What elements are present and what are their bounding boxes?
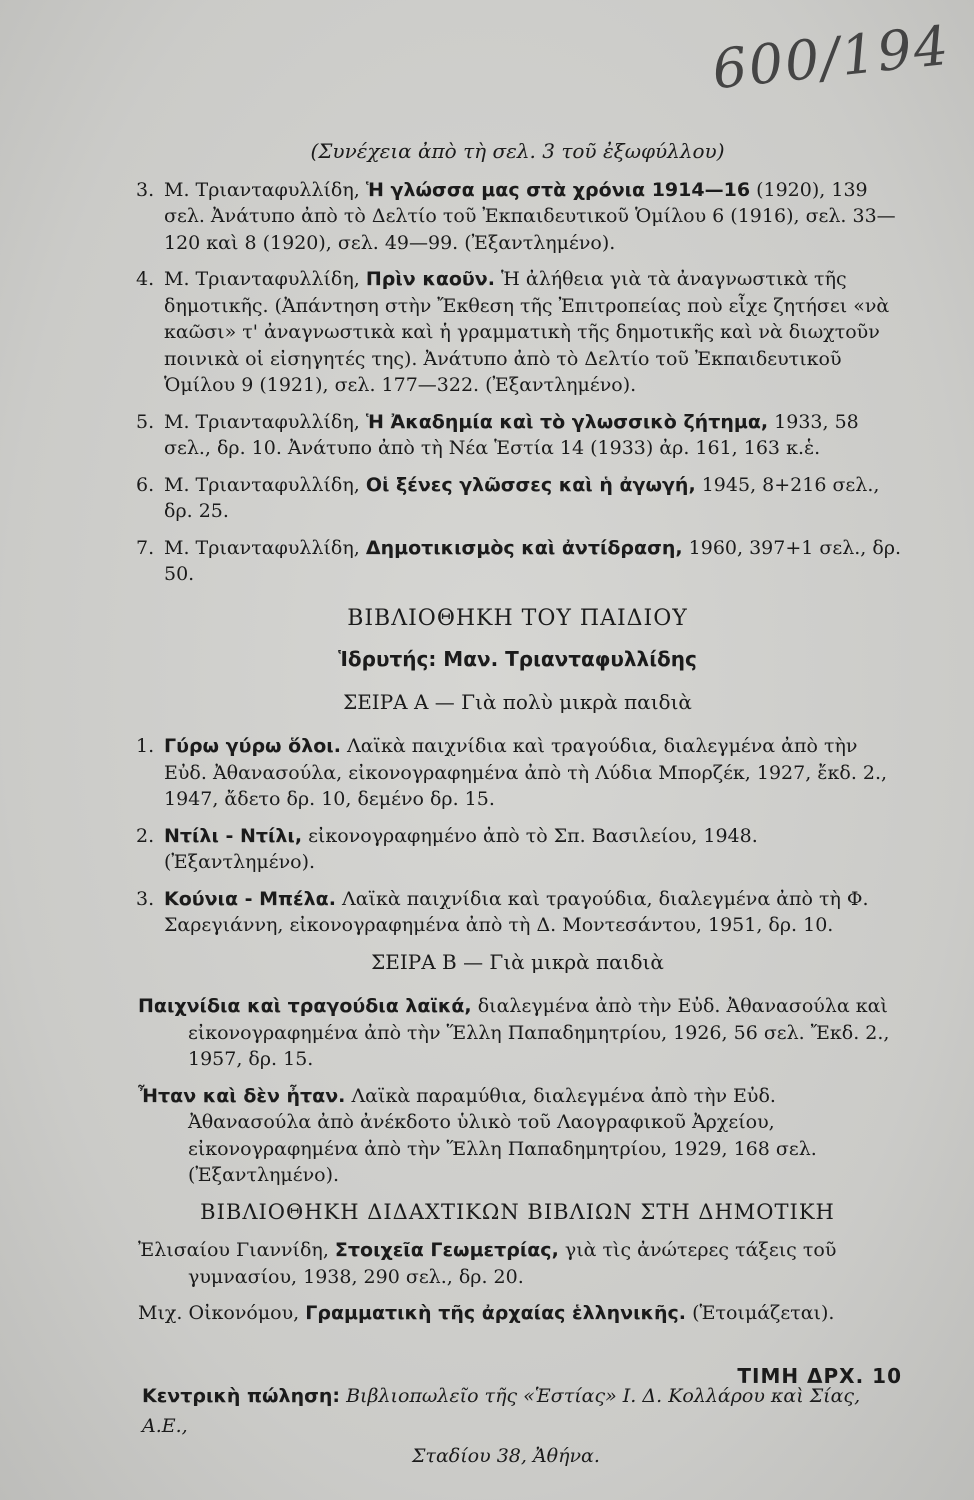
library-title: ΒΙΒΛΙΟΘΗΚΗ ΤΟΥ ΠΑΙΔΙΟΥ [347, 605, 688, 631]
library-founder: Ἱδρυτής: Μαν. Τριανταφυλλίδης [338, 647, 697, 671]
work-title: Ἡ γλώσσα μας στὰ χρόνια 1914—16 [365, 178, 751, 201]
book-title: Στοιχεῖα Γεωμετρίας, [334, 1239, 559, 1261]
list-item: 3. Μ. Τριανταφυλλίδη, Ἡ γλώσσα μας στὰ χρόνια 1914—16 (1920), 139 σελ. Ἀνάτυπο ἀπὸ τὸ Δελτίο τοῦ Ἐκπαιδευτικοῦ Ὁμίλου 6 (1916), σελ. 33—120 καὶ 8 (1920), σελ. 49—99. (Ἐξαντλημένο). [136, 178, 896, 254]
book-details: Λαϊκὰ παραμύθια, διαλεγμένα ἀπὸ τὴν Εὐδ. Ἀθανασούλα ἀπὸ ἀνέκδοτο ὑλικὸ τοῦ Λαογραφικοῦ Ἀρχείου, εἰκονογραφημένα ἀπὸ τὴν Ἕλλη Παπαδημητρίου, 1929, 168 σελ. (Ἐξαντλημένο). [188, 1084, 817, 1186]
work-title: Πρὶν καοῦν. [365, 268, 495, 290]
list-item: 6. Μ. Τριανταφυλλίδη, Οἱ ξένες γλῶσσες καὶ ἡ ἀγωγή, 1945, 8+216 σελ., δρ. 25. [136, 473, 880, 522]
book-title: Γύρω γύρω ὅλοι. [164, 735, 341, 757]
work-details: (1920), 139 σελ. Ἀνάτυπο ἀπὸ τὸ Δελτίο τοῦ Ἐκπαιδευτικοῦ Ὁμίλου 6 (1916), σελ. 33—120 καὶ 8 (1920), σελ. 49—99. (Ἐξαντλημένο). [164, 178, 896, 254]
book-title: Γραμματικὴ τῆς ἀρχαίας ἑλληνικῆς. [305, 1302, 687, 1324]
list-item [130, 1300, 905, 1327]
book-details: γιὰ τὶς ἀνώτερες τάξεις τοῦ γυμνασίου, 1938, 290 σελ., δρ. 20. [188, 1239, 837, 1288]
sales-line-2: Σταδίου 38, Ἀθήνα. [412, 1444, 600, 1467]
price-label: ΤΙΜΗ ΔΡΧ. 10 [737, 1364, 902, 1388]
series-b-title: ΣΕΙΡΑ Β — Γιὰ μικρὰ παιδιὰ [371, 949, 664, 974]
work-title: Ἡ Ἀκαδημία καὶ τὸ γλωσσικὸ ζήτημα, [365, 410, 769, 433]
book-details: εἰκονογραφημένο ἀπὸ τὸ Σπ. Βασιλείου, 1948. (Ἐξαντλημένο). [164, 824, 758, 873]
book-title: Παιχνίδια καὶ τραγούδια λαϊκά, [138, 995, 472, 1017]
book-details: Λαϊκὰ παιχνίδια καὶ τραγούδια, διαλεγμένα ἀπὸ τὴ Φ. Σαρεγιάννη, εἰκονογραφημένα ἀπὸ τὴ Δ. Μοντεσάντου, 1951, δρ. 10. [164, 887, 869, 936]
series-a-title: ΣΕΙΡΑ Α — Γιὰ πολὺ μικρὰ παιδιὰ [343, 689, 692, 714]
work-author: Μ. Τριανταφυλλίδη, [164, 178, 360, 201]
work-details: Ἡ ἀλήθεια γιὰ τὰ ἀναγνωστικὰ τῆς δημοτικῆς. (Ἀπάντηση στὴν Ἔκθεση τῆς Ἐπιτροπείας ποὺ εἶχε ζητήσει «νὰ καῶσι» τ' ἀναγνωστικὰ καὶ ἡ γραμματικὴ τῆς δημοτικῆς καὶ νὰ διωχτοῦν ποινικὰ οἱ εἰσηγητές της). Ἀνάτυπο ἀπὸ τὸ Δελτίο τοῦ Ἐκπαιδευτικοῦ Ὁμίλου 9 (1921), σελ. 177—322. (Ἐξαντλημένο). [164, 268, 890, 396]
work-details: 1945, 8+216 σελ., δρ. 25. [164, 473, 880, 522]
list-item [130, 1237, 905, 1290]
list-item: 5. Μ. Τριανταφυλλίδη, Ἡ Ἀκαδημία καὶ τὸ γλωσσικὸ ζήτημα, 1933, 58 σελ., δρ. 10. Ἀνάτυπο ἀπὸ τὴ Νέα Ἑστία 14 (1933) ἀρ. 161, 163 κ.ἑ. [136, 410, 859, 459]
book-title: Ντίλι - Ντίλι, [164, 824, 303, 847]
book-details: διαλεγμένα ἀπὸ τὴν Εὐδ. Ἀθανασούλα καὶ εἰκονογραφημένα ἀπὸ τὴν Ἕλλη Παπαδημητρίου, 1926, 56 σελ. Ἔκδ. 2., 1957, δρ. 15. [188, 995, 890, 1070]
list-item: 2. Ντίλι - Ντίλι, εἰκονογραφημένο ἀπὸ τὸ Σπ. Βασιλείου, 1948. (Ἐξαντλημένο). [136, 824, 758, 873]
list-item [130, 1083, 905, 1189]
work-title: Οἱ ξένες γλῶσσες καὶ ἡ ἀγωγή, [365, 473, 696, 496]
book-author: Ἐλισαίου Γιαννίδη, [138, 1239, 329, 1261]
work-author: Μ. Τριανταφυλλίδη, [164, 410, 360, 433]
sales-line-1: Βιβλιοπωλεῖο τῆς «Ἑστίας» Ι. Δ. Κολλάρου καὶ Σίας, Α.Ε., [142, 1384, 861, 1437]
book-details: Λαϊκὰ παιχνίδια καὶ τραγούδια, διαλεγμένα ἀπὸ τὴν Εὐδ. Ἀθανασούλα, εἰκονογραφημένα ἀπὸ τὴ Λύδια Μπορζέκ, 1927, ἔκδ. 2., 1947, ἄδετο δρ. 10, δεμένο δρ. 15. [164, 735, 888, 810]
book-title: Κούνια - Μπέλα. [164, 887, 336, 910]
list-item: 1. Γύρω γύρω ὅλοι. Λαϊκὰ παιχνίδια καὶ τραγούδια, διαλεγμένα ἀπὸ τὴν Εὐδ. Ἀθανασούλα, εἰκονογραφημένα ἀπὸ τὴ Λύδια Μπορζέκ, 1927, ἔκδ. 2., 1947, ἄδετο δρ. 10, δεμένο δρ. 15. [136, 735, 888, 810]
list-item: 3. Κούνια - Μπέλα. Λαϊκὰ παιχνίδια καὶ τραγούδια, διαλεγμένα ἀπὸ τὴ Φ. Σαρεγιάννη, εἰκονογραφημένα ἀπὸ τὴ Δ. Μοντεσάντου, 1951, δρ. 10. [136, 887, 869, 936]
work-author: Μ. Τριανταφυλλίδη, [164, 268, 360, 290]
handwritten-annotation: 600/194 [709, 13, 953, 102]
work-author: Μ. Τριανταφυλλίδη, [164, 473, 360, 496]
works-list [130, 177, 905, 588]
list-item: 7. Μ. Τριανταφυλλίδη, Δημοτικισμὸς καὶ ἀντίδραση, 1960, 397+1 σελ., δρ. 50. [136, 536, 902, 585]
work-author: Μ. Τριανταφυλλίδη, [164, 536, 360, 559]
work-details: 1960, 397+1 σελ., δρ. 50. [164, 536, 902, 585]
sales-label: Κεντρικὴ πώληση: [142, 1384, 341, 1407]
book-title: Ἦταν καὶ δὲν ἦταν. [138, 1084, 346, 1107]
work-title: Δημοτικισμὸς καὶ ἀντίδραση, [365, 536, 683, 559]
list-item [130, 993, 905, 1073]
work-details: 1933, 58 σελ., δρ. 10. Ἀνάτυπο ἀπὸ τὴ Νέα Ἑστία 14 (1933) ἀρ. 161, 163 κ.ἑ. [164, 410, 859, 459]
list-item: 4. Μ. Τριανταφυλλίδη, Πρὶν καοῦν. Ἡ ἀλήθεια γιὰ τὰ ἀναγνωστικὰ τῆς δημοτικῆς. (Ἀπάντηση στὴν Ἔκθεση τῆς Ἐπιτροπείας ποὺ εἶχε ζητήσει «νὰ καῶσι» τ' ἀναγνωστικὰ καὶ ἡ γραμματικὴ τῆς δημοτικῆς καὶ νὰ διωχτοῦν ποινικὰ οἱ εἰσηγητές της). Ἀνάτυπο ἀπὸ τὸ Δελτίο τοῦ Ἐκπαιδευτικοῦ Ὁμίλου 9 (1921), σελ. 177—322. (Ἐξαντλημένο). [136, 268, 890, 396]
continuation-note: (Συνέχεια ἀπὸ τὴ σελ. 3 τοῦ ἐξωφύλλου) [310, 139, 725, 163]
didactic-library-title: ΒΙΒΛΙΟΘΗΚΗ ΔΙΔΑΧΤΙΚΩΝ ΒΙΒΛΙΩΝ ΣΤΗ ΔΗΜΟΤΙΚΗ [200, 1199, 835, 1224]
content-body [130, 138, 905, 1471]
book-author: Μιχ. Οἰκονόμου, [138, 1302, 300, 1324]
sales-footer [130, 1381, 905, 1471]
book-details: (Ἑτοιμάζεται). [692, 1302, 835, 1324]
